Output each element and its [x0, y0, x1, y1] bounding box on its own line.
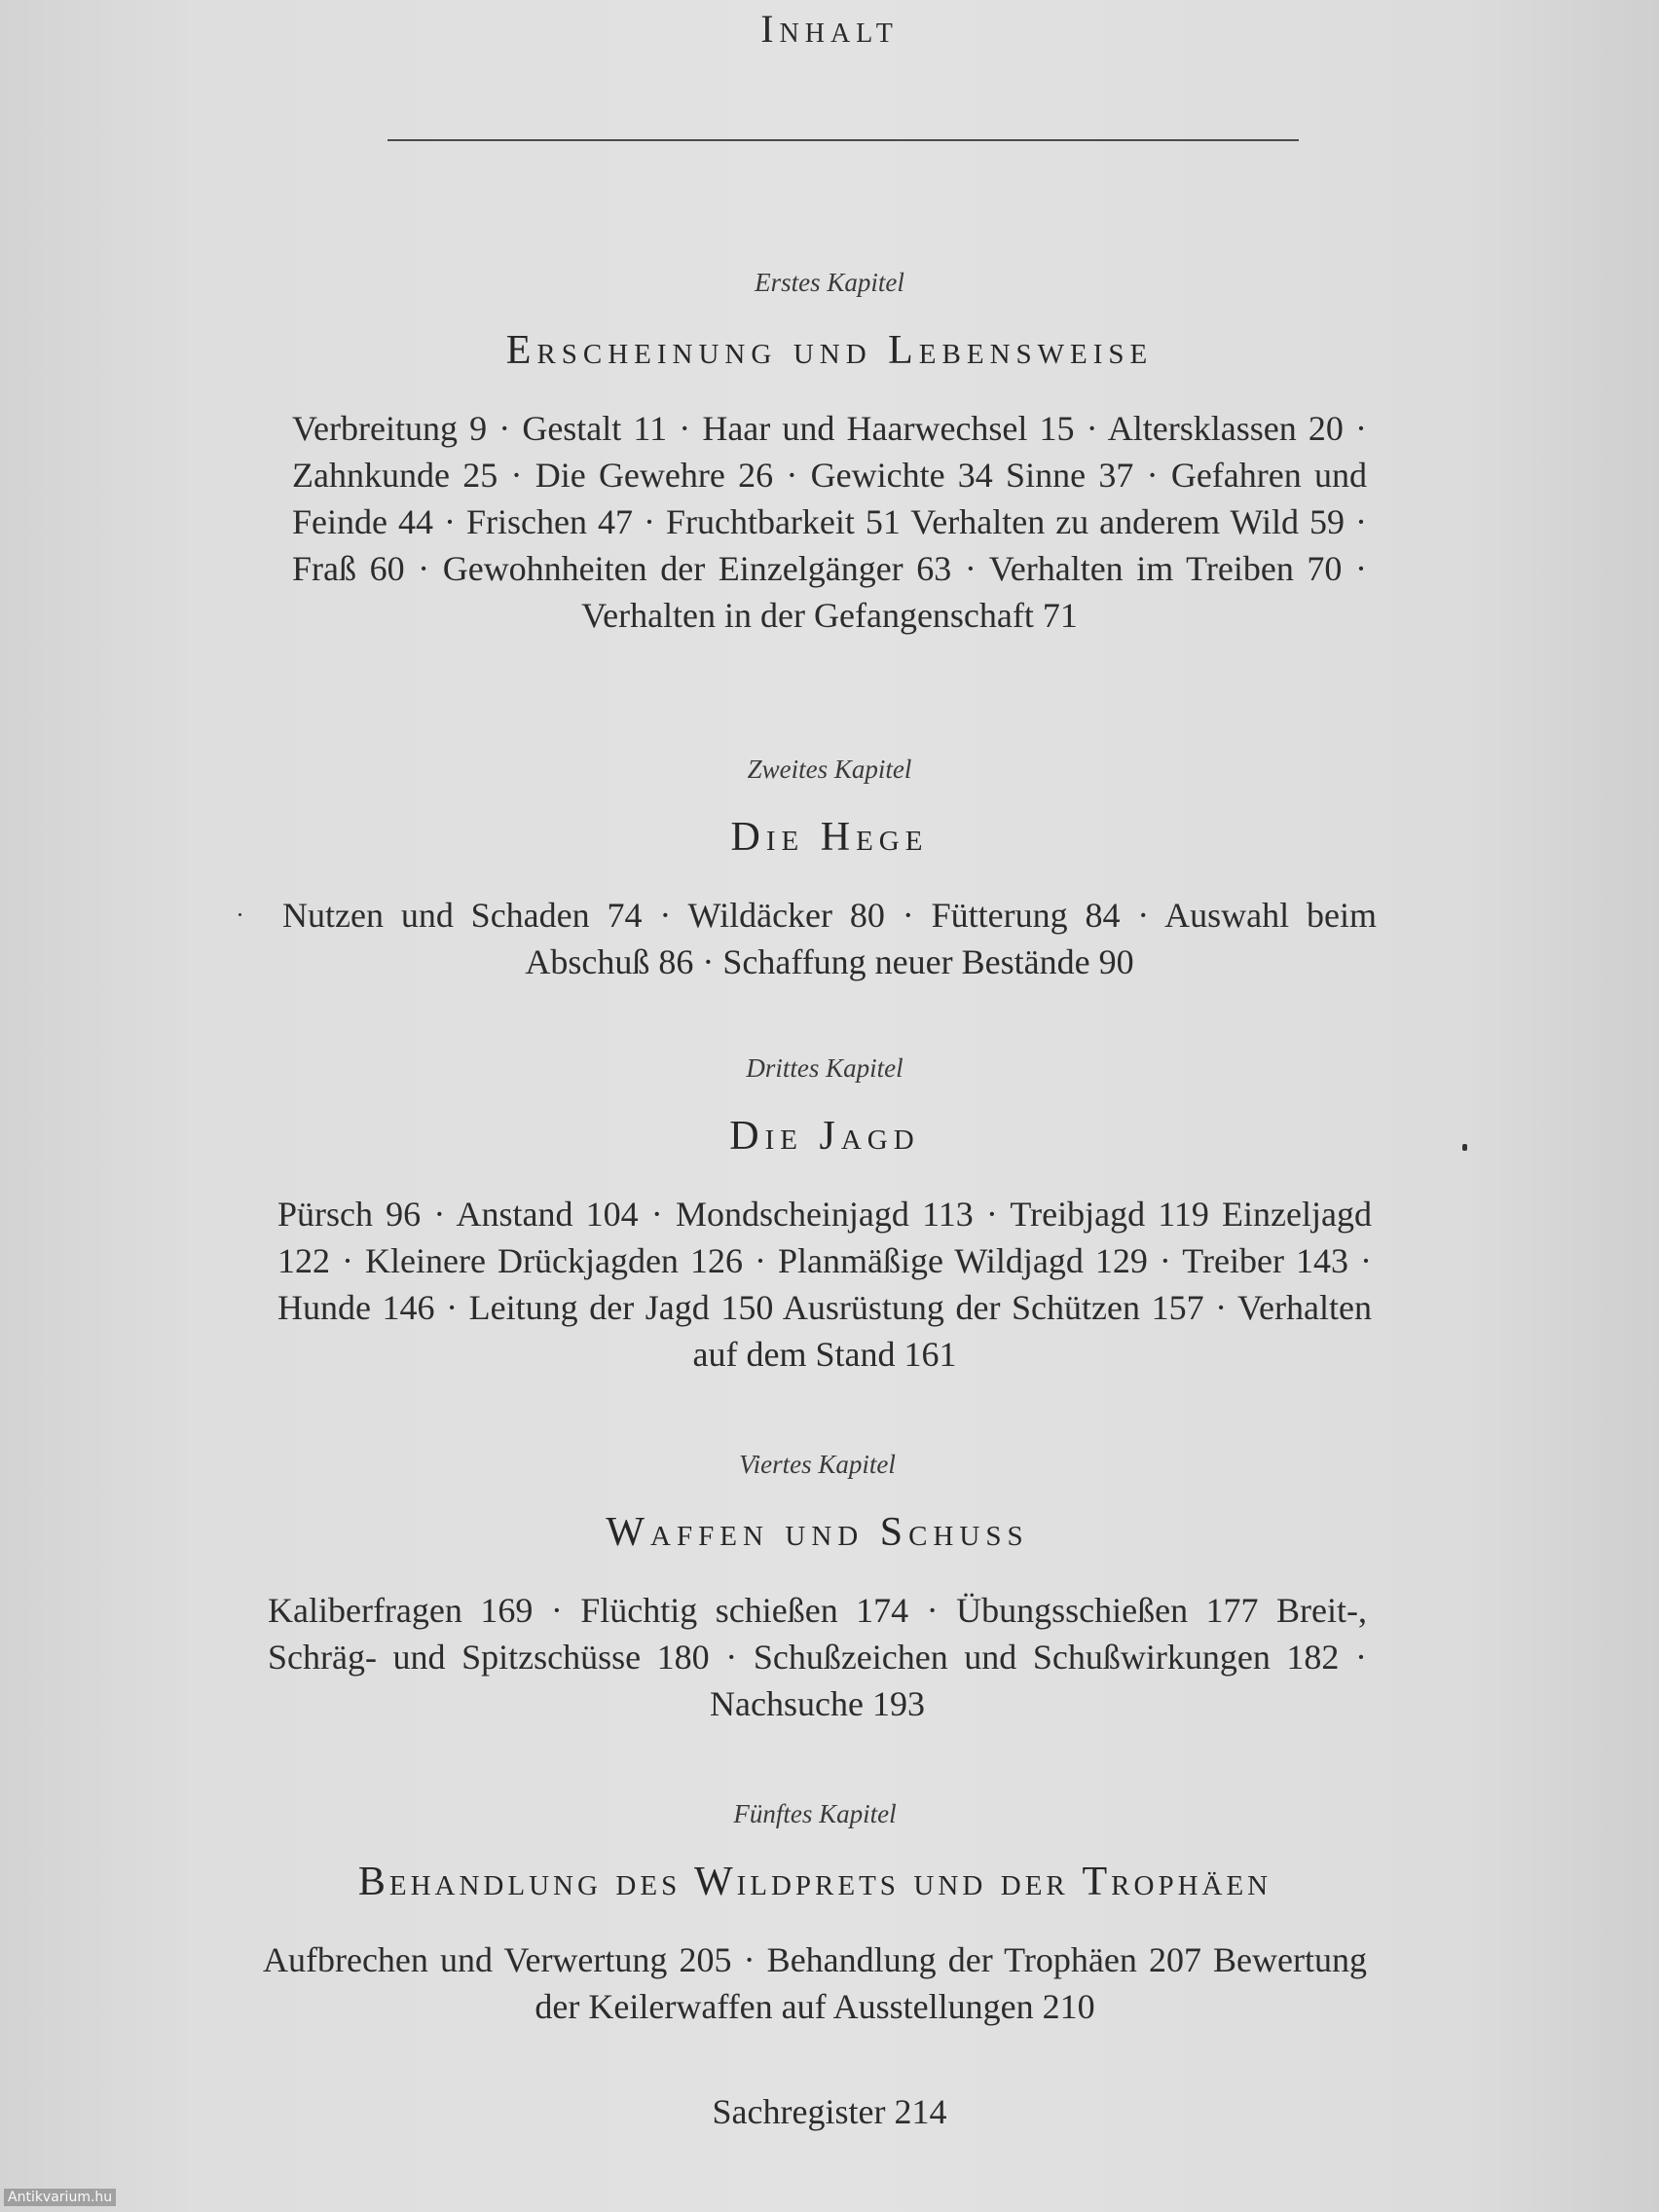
chapter-2-heading: Die Hege — [730, 815, 929, 860]
index-entry: Sachregister 214 — [712, 2092, 947, 2131]
chapter-4-contents: Kaliberfragen 169 · Flüchtig schießen 174 · Übungsschießen 177 Breit-, Schräg- und Spitzschüsse 180 · Schußzeichen und Schußwirkungen 182 · Nachsuche 193 — [268, 1591, 1367, 1723]
chapter-5-kicker: Fünftes Kapitel — [733, 1799, 897, 1828]
chapter-4-heading: Waffen und Schuss — [606, 1510, 1029, 1555]
chapter-5-heading: Behandlung des Wildprets und der Trophäen — [357, 1860, 1272, 1904]
chapter-2-contents: Nutzen und Schaden 74 · Wildäcker 80 · Fütterung 84 · Auswahl beim Abschuß 86 · Schaffung neuer Bestände 90 — [282, 896, 1377, 981]
chapter-2 — [0, 750, 1659, 985]
chapter-2-kicker: Zweites Kapitel — [747, 755, 912, 784]
chapter-4-kicker: Viertes Kapitel — [739, 1450, 896, 1479]
page-title: Inhalt — [760, 7, 899, 51]
chapter-3-contents: Pürsch 96 · Anstand 104 · Mondscheinjagd 113 · Treibjagd 119 Einzeljagd 122 · Kleinere Drückjagden 126 · Planmäßige Wildjagd 129 · Treiber 143 · Hunde 146 · Leitung der Jagd 150 Ausrüstung der Schützen 157 · Verhalten auf dem Stand 161 — [277, 1195, 1372, 1374]
chapter-5-contents: Aufbrechen und Verwertung 205 · Behandlung der Trophäen 207 Bewertung der Keilerwaffen auf Ausstellungen 210 — [263, 1940, 1367, 2026]
chapter-4 — [0, 1445, 1659, 1727]
paper-speck — [239, 913, 241, 916]
chapter-1-contents: Verbreitung 9 · Gestalt 11 · Haar und Haarwechsel 15 · Altersklassen 20 · Zahnkunde 25 · Die Gewehre 26 · Gewichte 34 Sinne 37 · Gefahren und Feinde 44 · Frischen 47 · Fruchtbarkeit 51 Verhalten zu anderem Wild 59 · Fraß 60 · Gewohnheiten der Einzelgänger 63 · Verhalten im Treiben 70 · Verhalten in der Gefangenschaft 71 — [292, 409, 1367, 635]
chapter-5 — [0, 1794, 1659, 2030]
chapter-1-kicker: Erstes Kapitel — [755, 268, 904, 297]
chapter-3-kicker: Drittes Kapitel — [746, 1053, 903, 1083]
title-rule — [387, 139, 1299, 141]
chapter-3 — [0, 1049, 1659, 1378]
chapter-1-heading: Erscheinung und Lebensweise — [505, 328, 1154, 373]
watermark: Antikvarium.hu — [4, 2189, 116, 2206]
chapter-1 — [0, 263, 1659, 639]
chapter-3-heading: Die Jagd — [729, 1114, 920, 1159]
paper-speck — [1462, 1144, 1467, 1151]
